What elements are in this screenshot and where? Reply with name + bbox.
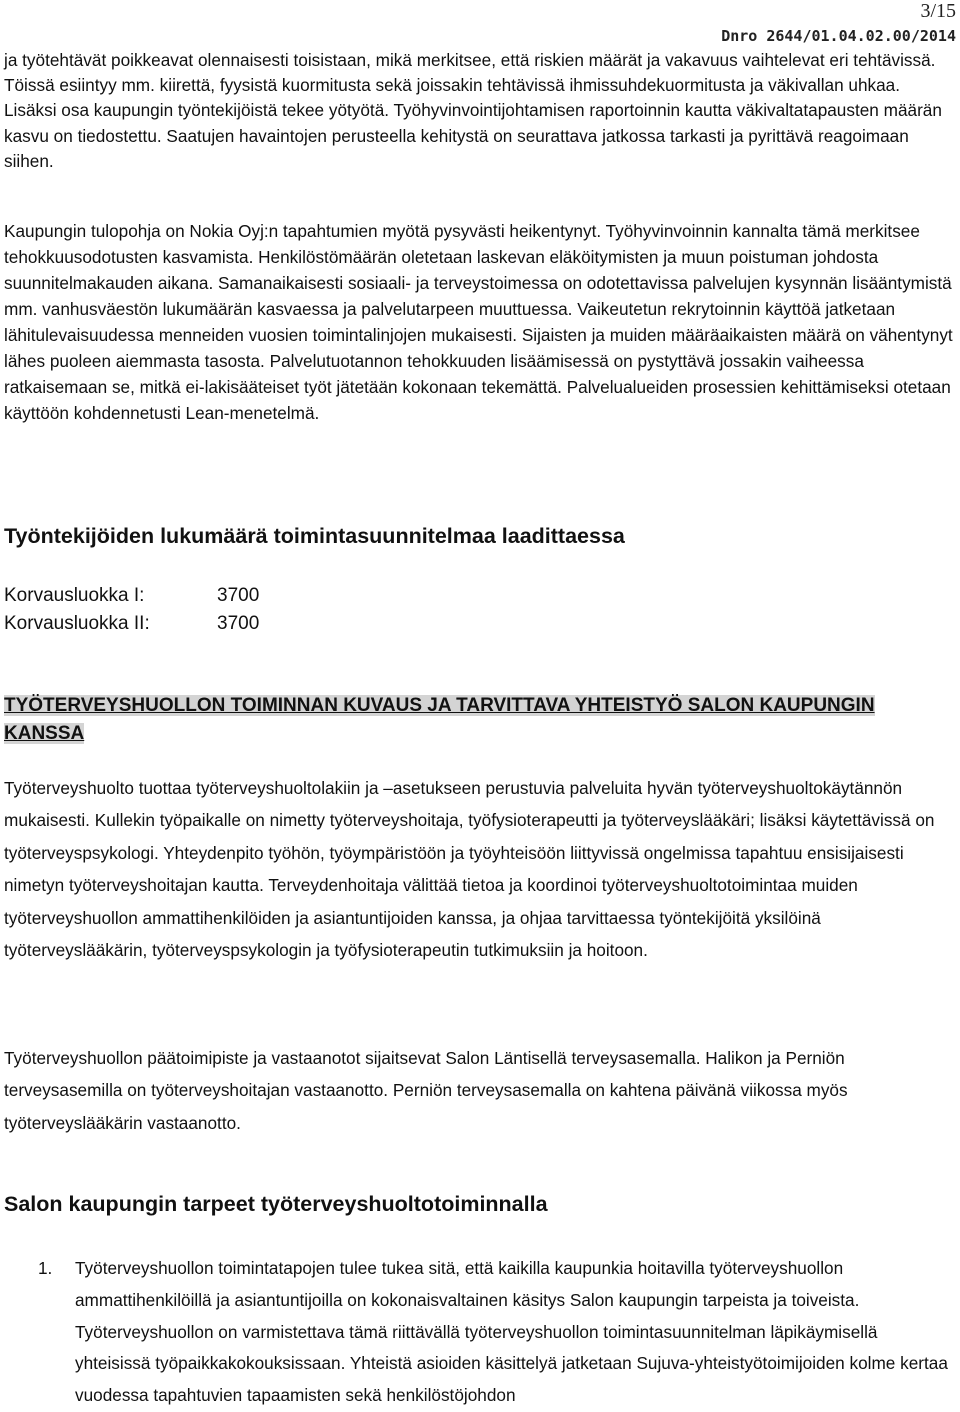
- korvausluokka-row: [4, 585, 259, 607]
- korvausluokka-value: 3700: [217, 585, 260, 606]
- heading-tyontekijat: Työntekijöiden lukumäärä toimintasuunnitelmaa laadittaessa: [4, 524, 625, 548]
- heading-kuvaus: [4, 692, 916, 748]
- heading-kuvaus-text: TYÖTERVEYSHUOLLON TOIMINNAN KUVAUS JA TARVITTAVA YHTEISTYÖ SALON KAUPUNGIN KANSSA: [4, 695, 875, 744]
- paragraph-tulopohja: Kaupungin tulopohja on Nokia Oyj:n tapahtumien myötä pysyvästi heikentynyt. Työhyvinvoinnin kannalta tämä merkitsee tehokkuusodotusten kasvamista. Henkilöstömäärän oletetaan laskevan eläköitymisten ja muun poistuman johdosta suunnitelmakauden aikana. Samanaikaisesti sosiaali- ja terveystoimessa on odotettavissa palvelujen kysynnän lisääntymistä mm. vanhusväestön lukumäärän kasvaessa ja palvelutarpeen muuttuessa. Vaikeutetun rekrytoinnin käyttöä jatketaan lähitulevaisuudessa menneiden vuosien toimintalinjojen mukaisesti. Sijaisten ja muiden määräaikaisten määrä on vähentynyt lähes puoleen aiemmasta tasosta. Palvelutuotannon tehokkuuden lisäämisessä on pystyttävä jossakin vaiheessa ratkaisemaan se, mitkä ei-lakisääteiset työt jätetään kokonaan tekemättä. Palvelualueiden prosessien kehittämiseksi otetaan käyttöön kohdennetusti Lean-menetelmä.: [4, 221, 953, 423]
- korvausluokka-value: 3700: [217, 613, 260, 634]
- korvausluokka-label: Korvausluokka I:: [4, 585, 145, 606]
- korvausluokka-label: Korvausluokka II:: [4, 613, 150, 634]
- paragraph-intro: ja työtehtävät poikkeavat olennaisesti toisistaan, mikä merkitsee, että riskien määrät ja vakavuus vaihtelevat eri tehtävissä. Töissä esiintyy mm. kiirettä, fyysistä kuormitusta sekä joissakin tehtävissä ihmissuhdekuormitusta ja väkivallan uhkaa. Lisäksi osa kaupungin työntekijöistä tekee yötyötä. Työhyvinvointijohtamisen raportoinnin kautta väkivaltatapausten määrän kasvu on tiedostettu. Saatujen havaintojen perusteella kehitystä on seurattava jatkossa tarkasti ja pyrittävä reagoimaan siihen.: [4, 50, 942, 171]
- korvausluokka-row: [4, 613, 259, 635]
- document-number: Dnro 2644/01.04.02.00/2014: [721, 27, 956, 45]
- heading-tarpeet: Salon kaupungin tarpeet työterveyshuoltotoiminnalla: [4, 1192, 548, 1216]
- paragraph-tyoterveyshuolto: Työterveyshuolto tuottaa työterveyshuoltolakiin ja –asetukseen perustuvia palveluita hyvän työterveyshuoltokäytännön mukaisesti. Kullekin työpaikalle on nimetty työterveyshoitaja, työfysioterapeutti ja työterveyslääkäri; lisäksi käytettävissä on työterveyspsykologi. Yhteydenpito työhön, työympäristöön ja työyhteisöön liittyvissä ongelmissa tapahtuu ensisijaisesti nimetyn työterveyshoitajan kautta. Terveydenhoitaja välittää tietoa ja koordinoi työterveyshuoltotoimintaa muiden työterveyshuollon ammattihenkilöiden ja asiantuntijoiden kanssa, ja ohjaa tarvittaessa työntekijöitä yksilöinä työterveyslääkärin, työterveyspsykologin ja työfysioterapeutin tutkimuksiin ja hoitoon.: [4, 778, 935, 961]
- list-item-number: 1.: [38, 1258, 53, 1278]
- page-number: 3/15: [920, 0, 956, 22]
- list-item-text: Työterveyshuollon toimintatapojen tulee tukea sitä, että kaikilla kaupunkia hoitavilla työterveyshuollon ammattihenkilöillä ja asiantuntijoilla on kokonaisvaltainen käsitys Salon kaupungin tarpeista ja toiveista. Työterveyshuollon on varmistettava tämä riittävällä työterveyshuollon toimintasuunnitelman läpikäymisellä yhteisissä työpaikkakokouksissaan. Yhteistä asioiden käsittelyä jatketaan Sujuva-yhteistyötoimijoiden kolme kertaa vuodessa tapahtuvien tapaamisten sekä henkilöstöjohdon: [75, 1258, 948, 1406]
- paragraph-paatoimipiste: Työterveyshuollon päätoimipiste ja vastaanotot sijaitsevat Salon Läntisellä terveysasemalla. Halikon ja Perniön terveysasemilla on työterveyshoitajan vastaanotto. Perniön terveysasemalla on kahtena päivänä viikossa myös työterveyslääkärin vastaanotto.: [4, 1048, 848, 1133]
